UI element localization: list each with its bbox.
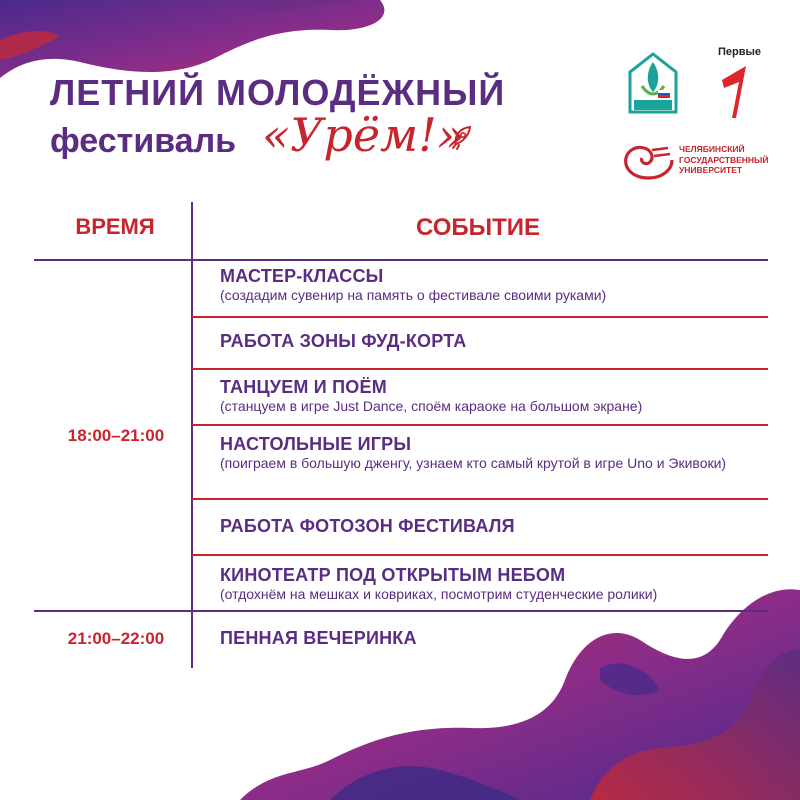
event-title: МАСТЕР-КЛАССЫ [220, 266, 384, 286]
rocket-icon [450, 124, 474, 150]
time-group-divider [34, 610, 768, 612]
row-divider [192, 498, 768, 500]
event-description: (поиграем в большую дженгу, узнаем кто самый крутой в игре Uno и Экивоки) [220, 455, 727, 471]
event-row [220, 331, 780, 352]
time-slot: 18:00–21:00 [67, 426, 165, 445]
event-row [220, 377, 780, 415]
event-row [220, 266, 780, 304]
event-title: РАБОТА ЗОНЫ ФУД-КОРТА [220, 331, 467, 351]
profsoyuz-logo-icon [628, 52, 678, 122]
row-divider [192, 368, 768, 370]
time-slot: 21:00–22:00 [67, 629, 165, 648]
page-title-line2: фестиваль [50, 122, 237, 160]
event-title: КИНОТЕАТР ПОД ОТКРЫТЫМ НЕБОМ [220, 565, 566, 585]
event-row [220, 565, 780, 603]
page-title-line1: ЛЕТНИЙ МОЛОДЁЖНЫЙ [50, 72, 506, 113]
event-row [220, 516, 780, 537]
table-header-divider [34, 259, 768, 261]
event-description: (станцуем в игре Just Dance, споём караоке на большом экране) [220, 398, 643, 414]
column-header-time: ВРЕМЯ [75, 214, 155, 239]
event-title: ТАНЦУЕМ И ПОЁМ [220, 377, 387, 397]
event-row [220, 628, 780, 649]
row-divider [192, 554, 768, 556]
festival-name: «Урём!» [262, 108, 465, 162]
column-header-event: СОБЫТИЕ [415, 214, 541, 241]
event-description: (отдохнём на мешках и ковриках, посмотрим студенческие ролики) [220, 586, 658, 602]
event-title: НАСТОЛЬНЫЕ ИГРЫ [220, 434, 412, 454]
csu-logo-icon [622, 142, 676, 182]
row-divider [192, 316, 768, 318]
event-description: (создадим сувенир на память о фестивале своими руками) [220, 287, 607, 303]
row-divider [192, 424, 768, 426]
pervye-logo-text: Первые [718, 46, 762, 58]
event-row [220, 434, 750, 472]
event-title: ПЕННАЯ ВЕЧЕРИНКА [220, 628, 417, 648]
event-title: РАБОТА ФОТОЗОН ФЕСТИВАЛЯ [220, 516, 515, 536]
csu-logo-text: ЧЕЛЯБИНСКИЙ ГОСУДАРСТВЕННЫЙ УНИВЕРСИТЕТ [679, 144, 769, 175]
